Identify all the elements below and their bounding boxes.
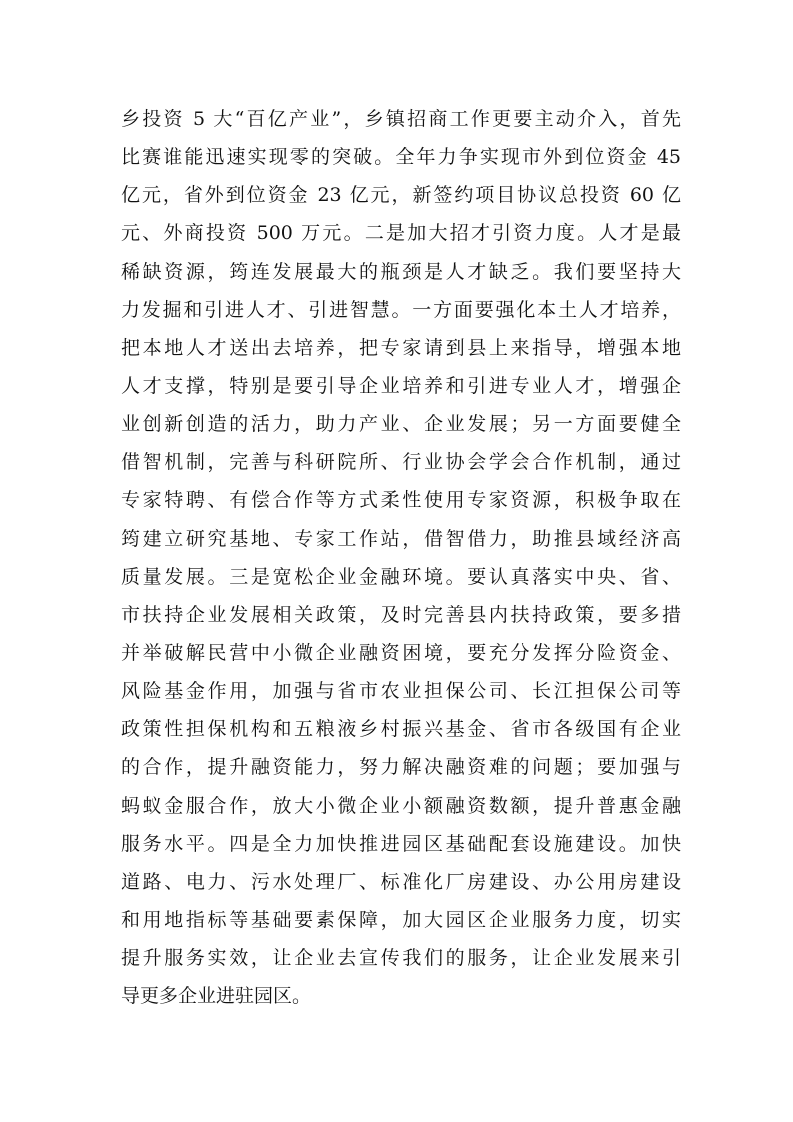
text-line-13: 质量发展。三是宽松企业金融环境。要认真落实中央、省、: [121, 565, 681, 588]
text-line-15: 并举破解民营中小微企业融资困境，要充分发挥分险资金、: [121, 641, 681, 664]
text-line-18: 的合作，提升融资能力，努力解决融资难的问题；要加强与: [121, 756, 681, 779]
text-line-17: 政策性担保机构和五粮液乡村振兴基金、省市各级国有企业: [121, 718, 681, 741]
text-line-22: 和用地指标等基础要素保障，加大园区企业服务力度，切实: [121, 908, 681, 931]
text-line-19: 蚂蚁金服合作，放大小微企业小额融资数额，提升普惠金融: [121, 794, 681, 817]
text-line-11: 专家特聘、有偿合作等方式柔性使用专家资源，积极争取在: [121, 489, 681, 512]
text-line-9: 业创新创造的活力，助力产业、企业发展；另一方面要健全: [121, 413, 681, 436]
text-line-2: 比赛谁能迅速实现零的突破。全年力争实现市外到位资金 45: [121, 146, 681, 169]
text-line-8: 人才支撑，特别是要引导企业培养和引进专业人才，增强企: [121, 374, 681, 397]
body-paragraph: [121, 100, 681, 1015]
text-line-24: 导更多企业进驻园区。: [121, 985, 312, 1008]
text-line-23: 提升服务实效，让企业去宣传我们的服务，让企业发展来引: [121, 947, 681, 970]
text-line-10: 借智机制，完善与科研院所、行业协会学会合作机制，通过: [121, 451, 681, 474]
text-line-7: 把本地人才送出去培养，把专家请到县上来指导，增强本地: [121, 336, 681, 359]
text-line-14: 市扶持企业发展相关政策，及时完善县内扶持政策，要多措: [121, 603, 681, 626]
text-line-4: 元、外商投资 500 万元。二是加大招才引资力度。人才是最: [121, 222, 681, 245]
text-line-21: 道路、电力、污水处理厂、标准化厂房建设、办公用房建设: [121, 870, 681, 893]
text-line-20: 服务水平。四是全力加快推进园区基础配套设施建设。加快: [121, 832, 681, 855]
text-line-1: 乡投资 5 大“百亿产业”，乡镇招商工作更要主动介入，首先: [121, 108, 681, 130]
text-line-12: 筠建立研究基地、专家工作站，借智借力，助推县域经济高: [121, 527, 681, 550]
text-line-6: 力发掘和引进人才、引进智慧。一方面要强化本土人才培养，: [121, 298, 681, 321]
text-line-16: 风险基金作用，加强与省市农业担保公司、长江担保公司等: [121, 680, 681, 703]
text-line-3: 亿元，省外到位资金 23 亿元，新签约项目协议总投资 60 亿: [121, 184, 681, 207]
text-line-5: 稀缺资源，筠连发展最大的瓶颈是人才缺乏。我们要坚持大: [121, 260, 681, 283]
